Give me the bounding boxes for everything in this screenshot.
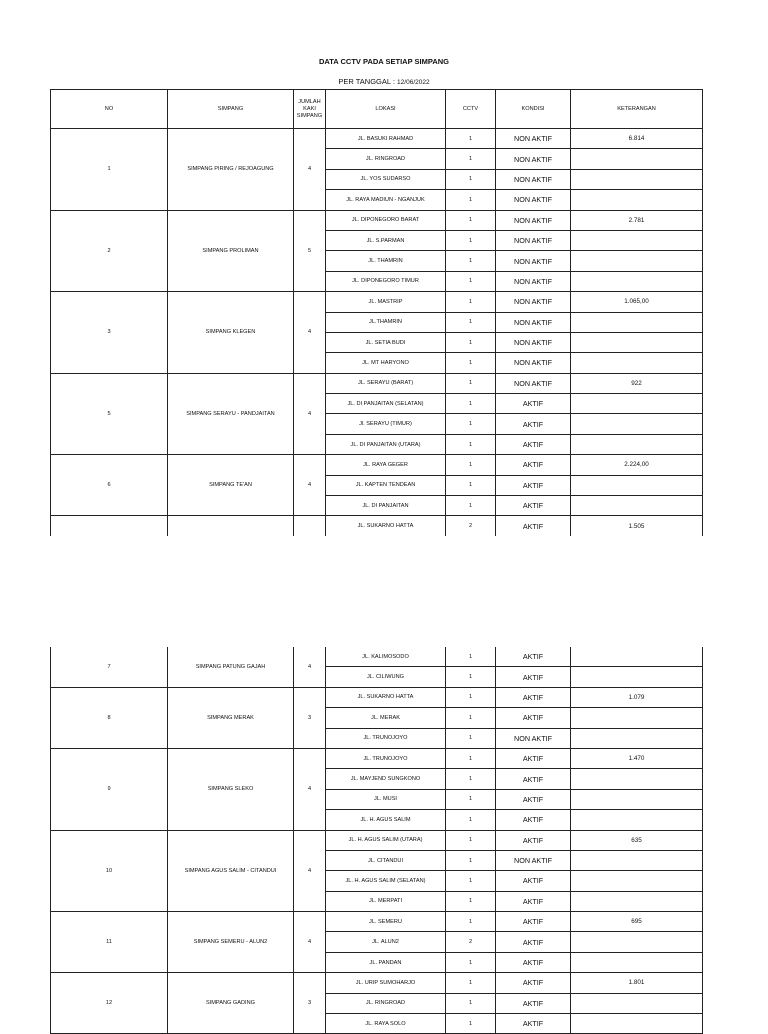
keterangan-cell [571,475,703,495]
cctv-cell: 1 [446,496,496,516]
jumlah-kaki-cell: 3 [294,687,326,748]
kondisi-cell: NON AKTIF [496,129,571,149]
no-cell [51,516,168,536]
cctv-cell: 1 [446,129,496,149]
keterangan-cell [571,496,703,516]
keterangan-cell [571,891,703,911]
jumlah-kaki-cell: 5 [294,210,326,292]
kondisi-cell: AKTIF [496,993,571,1013]
lokasi-cell: JL. S.PARMAN [326,230,446,250]
cctv-cell: 1 [446,434,496,454]
simpang-cell: SIMPANG GADING [168,973,294,1034]
cctv-cell: 1 [446,912,496,932]
cctv-cell: 1 [446,667,496,687]
kondisi-cell: NON AKTIF [496,292,571,312]
keterangan-cell: 1.470 [571,748,703,768]
lokasi-cell: JL. BASUKI RAHMAD [326,129,446,149]
kondisi-cell: AKTIF [496,973,571,993]
cctv-cell: 1 [446,353,496,373]
keterangan-cell [571,850,703,870]
keterangan-cell [571,394,703,414]
cctv-cell: 1 [446,190,496,210]
table-header-row [51,90,703,129]
kondisi-cell: NON AKTIF [496,312,571,332]
keterangan-cell: 922 [571,373,703,393]
keterangan-cell [571,810,703,830]
keterangan-cell: 635 [571,830,703,850]
lokasi-cell: JL. CILIWUNG [326,667,446,687]
kondisi-cell: NON AKTIF [496,271,571,291]
cctv-cell: 1 [446,830,496,850]
cctv-cell: 1 [446,789,496,809]
simpang-cell: SIMPANG PATUNG GAJAH [168,647,294,687]
simpang-cell [168,516,294,536]
cctv-cell: 1 [446,952,496,972]
kondisi-cell: AKTIF [496,394,571,414]
keterangan-cell [571,434,703,454]
keterangan-cell: 6.814 [571,129,703,149]
kondisi-cell: AKTIF [496,475,571,495]
cctv-cell: 1 [446,993,496,1013]
kondisi-cell: NON AKTIF [496,850,571,870]
cctv-table-page-1 [50,89,703,536]
keterangan-cell [571,149,703,169]
page-title: DATA CCTV PADA SETIAP SIMPANG [318,57,449,66]
cctv-cell: 1 [446,708,496,728]
table-row [51,973,703,993]
lokasi-cell: JL. DI PANJAITAN [326,496,446,516]
keterangan-cell: 1.079 [571,687,703,707]
keterangan-cell [571,647,703,667]
jumlah-kaki-cell: 4 [294,292,326,374]
header-simpang: SIMPANG [168,90,294,129]
kondisi-cell: NON AKTIF [496,169,571,189]
lokasi-cell: JL. RAYA MADIUN - NGANJUK [326,190,446,210]
cctv-cell: 1 [446,647,496,667]
keterangan-cell: 1.065,00 [571,292,703,312]
kondisi-cell: NON AKTIF [496,728,571,748]
cctv-cell: 1 [446,332,496,352]
cctv-cell: 1 [446,414,496,434]
no-cell: 8 [51,687,168,748]
simpang-cell: SIMPANG KLEGEN [168,292,294,374]
lokasi-cell: JL. MASTRIP [326,292,446,312]
keterangan-cell [571,271,703,291]
simpang-cell: SIMPANG SEMERU - ALUN2 [168,912,294,973]
keterangan-cell [571,169,703,189]
kondisi-cell: AKTIF [496,516,571,536]
lokasi-cell: JL. KAPTEN TENDEAN [326,475,446,495]
simpang-cell: SIMPANG MERAK [168,687,294,748]
keterangan-cell [571,932,703,952]
kondisi-cell: AKTIF [496,1014,571,1034]
table-row [51,516,703,536]
lokasi-cell: JL. RAYA SOLO [326,1014,446,1034]
page-subtitle [0,77,768,86]
kondisi-cell: AKTIF [496,912,571,932]
subtitle-label: PER TANGGAL : [338,77,395,86]
simpang-cell: SIMPANG SERAYU - PANDJAITAN [168,373,294,455]
header-kondisi: KONDISI [496,90,571,129]
jumlah-kaki-cell: 4 [294,129,326,211]
cctv-cell: 1 [446,271,496,291]
subtitle-date: 12/06/2022 [397,79,430,86]
keterangan-cell [571,190,703,210]
lokasi-cell: JL. KALIMOSODO [326,647,446,667]
no-cell: 1 [51,129,168,211]
simpang-cell: SIMPANG AGUS SALIM - CITANDUI [168,830,294,912]
table-row [51,129,703,149]
keterangan-cell [571,728,703,748]
cctv-cell: 1 [446,169,496,189]
cctv-table-page-2 [50,647,703,1034]
kondisi-cell: AKTIF [496,789,571,809]
kondisi-cell: NON AKTIF [496,373,571,393]
kondisi-cell: NON AKTIF [496,230,571,250]
cctv-cell: 1 [446,871,496,891]
no-cell: 10 [51,830,168,912]
lokasi-cell: JL. DIPONEGORO TIMUR [326,271,446,291]
kondisi-cell: NON AKTIF [496,149,571,169]
kondisi-cell: AKTIF [496,434,571,454]
jumlah-kaki-cell: 4 [294,912,326,973]
lokasi-cell: JL. SERAYU (BARAT) [326,373,446,393]
keterangan-cell [571,952,703,972]
lokasi-cell: JL. DI PANJAITAN (UTARA) [326,434,446,454]
lokasi-cell: JL. SEMERU [326,912,446,932]
header-cctv: CCTV [446,90,496,129]
kondisi-cell: AKTIF [496,891,571,911]
keterangan-cell: 2.224,00 [571,455,703,475]
keterangan-cell [571,667,703,687]
lokasi-cell: JL. URIP SUMOHARJO [326,973,446,993]
kondisi-cell: AKTIF [496,932,571,952]
kondisi-cell: NON AKTIF [496,190,571,210]
cctv-cell: 1 [446,373,496,393]
cctv-cell: 1 [446,149,496,169]
lokasi-cell: JL. MAYJEND SUNGKONO [326,769,446,789]
table-row [51,455,703,475]
table-row [51,912,703,932]
no-cell: 5 [51,373,168,455]
table-row [51,373,703,393]
simpang-cell: SIMPANG PROLIMAN [168,210,294,292]
simpang-cell: SIMPANG TE'AN [168,455,294,516]
table-row [51,748,703,768]
jumlah-kaki-cell [294,516,326,536]
lokasi-cell: JL. CITANDUI [326,850,446,870]
cctv-cell: 1 [446,728,496,748]
keterangan-cell: 2.781 [571,210,703,230]
cctv-cell: 1 [446,891,496,911]
no-cell: 2 [51,210,168,292]
kondisi-cell: AKTIF [496,414,571,434]
cctv-cell: 1 [446,748,496,768]
lokasi-cell: JL. H. AGUS SALIM (UTARA) [326,830,446,850]
table-row [51,687,703,707]
lokasi-cell: JL. RAYA GEGER [326,455,446,475]
lokasi-cell: Jl. SERAYU (TIMUR) [326,414,446,434]
keterangan-cell [571,251,703,271]
cctv-cell: 2 [446,932,496,952]
lokasi-cell: JL. H. AGUS SALIM [326,810,446,830]
lokasi-cell: JL. YOS SUDARSO [326,169,446,189]
jumlah-kaki-cell: 4 [294,647,326,687]
kondisi-cell: AKTIF [496,496,571,516]
cctv-cell: 1 [446,251,496,271]
jumlah-kaki-cell: 4 [294,373,326,455]
lokasi-cell: JL. THAMRIN [326,251,446,271]
keterangan-cell [571,769,703,789]
cctv-cell: 1 [446,850,496,870]
no-cell: 11 [51,912,168,973]
simpang-cell: SIMPANG PIRING / REJOAGUNG [168,129,294,211]
cctv-cell: 1 [446,1014,496,1034]
kondisi-cell: AKTIF [496,952,571,972]
lokasi-cell: JL. TRUNOJOYO [326,728,446,748]
jumlah-kaki-cell: 4 [294,455,326,516]
kondisi-cell: AKTIF [496,871,571,891]
keterangan-cell: 695 [571,912,703,932]
lokasi-cell: JL. MT HARYONO [326,353,446,373]
lokasi-cell: JL. SUKARNO HATTA [326,687,446,707]
cctv-cell: 2 [446,516,496,536]
keterangan-cell: 1.505 [571,516,703,536]
header-jumlah-kaki: JUMLAH KAKI SIMPANG [294,90,326,129]
cctv-cell: 1 [446,810,496,830]
lokasi-cell: JL. PANDAN [326,952,446,972]
cctv-cell: 1 [446,230,496,250]
cctv-cell: 1 [446,455,496,475]
kondisi-cell: AKTIF [496,687,571,707]
table-row [51,647,703,667]
lokasi-cell: JL. RINGROAD [326,149,446,169]
keterangan-cell [571,871,703,891]
no-cell: 12 [51,973,168,1034]
cctv-cell: 1 [446,475,496,495]
table-row [51,830,703,850]
lokasi-cell: JL. DI PANJAITAN (SELATAN) [326,394,446,414]
header-lokasi: LOKASI [326,90,446,129]
jumlah-kaki-cell: 4 [294,748,326,830]
kondisi-cell: AKTIF [496,830,571,850]
table-row [51,210,703,230]
keterangan-cell [571,230,703,250]
cctv-cell: 1 [446,394,496,414]
lokasi-cell: JL. H. AGUS SALIM (SELATAN) [326,871,446,891]
kondisi-cell: AKTIF [496,769,571,789]
jumlah-kaki-cell: 3 [294,973,326,1034]
lokasi-cell: JL. MUSI [326,789,446,809]
lokasi-cell: JL. TRUNOJOYO [326,748,446,768]
kondisi-cell: AKTIF [496,708,571,728]
jumlah-kaki-cell: 4 [294,830,326,912]
kondisi-cell: AKTIF [496,647,571,667]
header-keterangan: KETERANGAN [571,90,703,129]
cctv-cell: 1 [446,210,496,230]
kondisi-cell: NON AKTIF [496,332,571,352]
kondisi-cell: AKTIF [496,455,571,475]
keterangan-cell [571,789,703,809]
cctv-cell: 1 [446,973,496,993]
lokasi-cell: JL. ALUN2 [326,932,446,952]
lokasi-cell: JL. SETIA BUDI [326,332,446,352]
lokasi-cell: JL.THAMRIN [326,312,446,332]
kondisi-cell: AKTIF [496,667,571,687]
cctv-cell: 1 [446,769,496,789]
lokasi-cell: JL. MERPATI [326,891,446,911]
keterangan-cell [571,993,703,1013]
no-cell: 6 [51,455,168,516]
table-row [51,292,703,312]
keterangan-cell: 1.801 [571,973,703,993]
kondisi-cell: NON AKTIF [496,210,571,230]
lokasi-cell: JL. RINGROAD [326,993,446,1013]
lokasi-cell: JL. MERAK [326,708,446,728]
lokasi-cell: JL. SUKARNO HATTA [326,516,446,536]
keterangan-cell [571,312,703,332]
kondisi-cell: NON AKTIF [496,353,571,373]
no-cell: 9 [51,748,168,830]
keterangan-cell [571,414,703,434]
kondisi-cell: AKTIF [496,748,571,768]
cctv-cell: 1 [446,312,496,332]
keterangan-cell [571,353,703,373]
no-cell: 3 [51,292,168,374]
kondisi-cell: AKTIF [496,810,571,830]
no-cell: 7 [51,647,168,687]
cctv-cell: 1 [446,292,496,312]
header-no: NO [51,90,168,129]
keterangan-cell [571,708,703,728]
keterangan-cell [571,332,703,352]
lokasi-cell: JL. DIPONEGORO BARAT [326,210,446,230]
simpang-cell: SIMPANG SLEKO [168,748,294,830]
cctv-cell: 1 [446,687,496,707]
kondisi-cell: NON AKTIF [496,251,571,271]
